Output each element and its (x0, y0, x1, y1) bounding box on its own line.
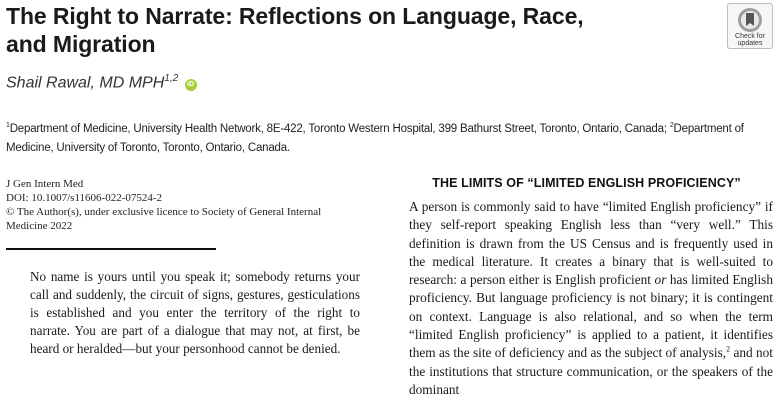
title-line-1: The Right to Narrate: Reflections on Language, Race, (6, 3, 584, 29)
article-meta (6, 177, 386, 233)
affiliation-1: Department of Medicine, University Health Network, 8E-422, Toronto Western Hospital, 399 Bathurst Street, Toronto, Ontario, Canada; (9, 122, 670, 135)
license-line-1: © The Author(s), under exclusive licence to Society of General Internal (6, 206, 322, 218)
body-text-2: has limited English proficiency. But language proficiency is not binary; it is contingent on context. Language is also relational, and so when the term “limited English proficiency” is applied to a patient, it identifies them as the site of deficiency and as the subject of analysis, (409, 272, 774, 361)
affiliations (6, 116, 776, 158)
affiliation-sup-2: 2 (669, 122, 674, 129)
badge-line-2: updates (737, 40, 763, 47)
check-for-updates-badge[interactable] (727, 3, 773, 49)
orcid-icon[interactable]: iD (185, 79, 197, 91)
article-title (6, 2, 584, 58)
body-text-1: A person is commonly said to have “limited English proficiency” if they self-report speaking English less than “very well.” This definition is drawn from the US Census and is frequently used in the medical literature. It creates a binary that is well-suited to research: a person either is English proficient (409, 199, 773, 288)
divider-rule (6, 248, 216, 250)
journal-name: J Gen Intern Med (6, 178, 84, 190)
title-line-2: and Migration (6, 31, 156, 57)
author-line (6, 73, 197, 92)
citation-ref[interactable]: 2 (726, 344, 731, 354)
author-affiliation-refs: 1,2 (164, 73, 179, 84)
body-emphasis: or (654, 272, 667, 288)
affiliation-2: Department of Medicine, University of Toronto, Toronto, Ontario, Canada. (6, 122, 744, 154)
section-body (409, 198, 773, 399)
author-name[interactable]: Shail Rawal, MD MPH (6, 74, 165, 92)
badge-line-1: Check for (735, 33, 765, 40)
epigraph-quote: No name is yours until you speak it; somebody returns your call and suddenly, the circuit of signs, gestures, gesticulations is established and you enter the territory of the right to narrate. You are part of a dialogue that may not, at first, be heard or heralded—but your personhood cannot be denied. (30, 269, 360, 356)
body-text-3: and not the institutions that structure communication, or the speakers of the dominant (409, 345, 774, 397)
section-heading: THE LIMITS OF “LIMITED ENGLISH PROFICIENCY” (432, 176, 741, 190)
affiliation-sup-1: 1 (6, 122, 10, 129)
bookmark-ribbon-icon (737, 7, 763, 33)
doi[interactable]: DOI: 10.1007/s11606-022-07524-2 (6, 192, 163, 204)
license-line-2: Medicine 2022 (6, 220, 73, 232)
